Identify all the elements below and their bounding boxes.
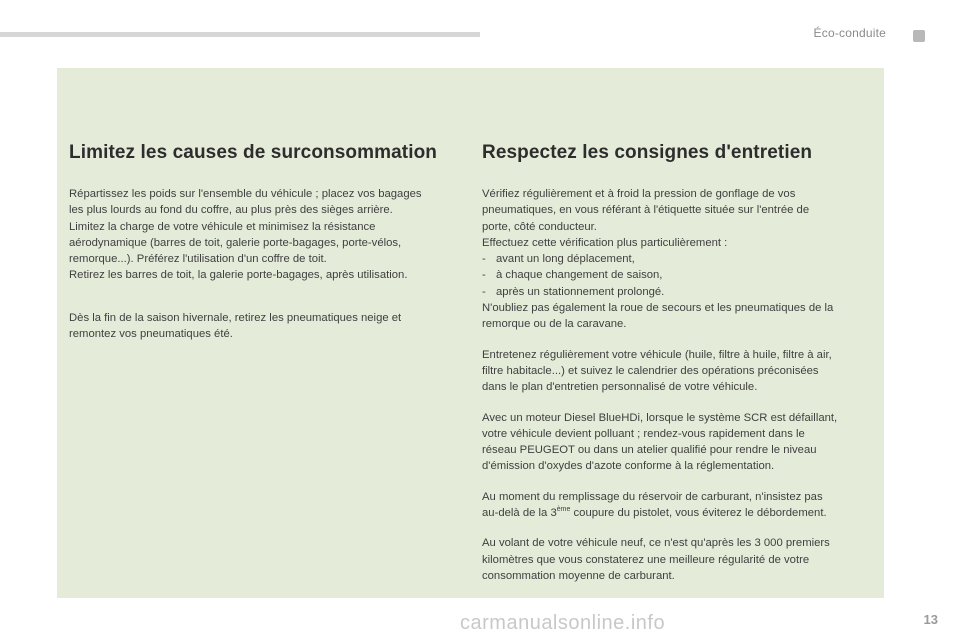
text-line: Dès la fin de la saison hivernale, retirez les pneumatiques neige et <box>69 311 402 324</box>
text-fragment: coupure du pistolet, vous éviterez le débordement. <box>570 507 827 520</box>
text-line: remorque ou de la caravane. <box>482 318 627 331</box>
text-line: remorque...). Préférez l'utilisation d'un coffre de toit. <box>69 253 327 266</box>
header-rule <box>0 32 480 37</box>
text-line: filtre habitacle...) et suivez le calendrier des opérations préconisées <box>482 364 819 377</box>
right-heading: Respectez les consignes d'entretien <box>482 142 813 163</box>
text-line: Au volant de votre véhicule neuf, ce n'est qu'après les 3 000 premiers <box>482 537 830 550</box>
text-line: votre véhicule devient polluant ; rendez-vous rapidement dans le <box>482 427 805 440</box>
section-title: Éco-conduite <box>813 26 886 40</box>
watermark: carmanualsonline.info <box>460 612 666 634</box>
text-line: Au moment du remplissage du réservoir de carburant, n'insistez pas <box>482 490 823 503</box>
text-line: Retirez les barres de toit, la galerie porte-bagages, après utilisation. <box>69 269 408 282</box>
right-paragraph-2 <box>482 347 877 396</box>
corner-tab-mark <box>913 30 925 42</box>
text-line: porte, côté conducteur. <box>482 220 597 233</box>
text-line: d'émission d'oxydes d'azote conforme à la réglementation. <box>482 460 775 473</box>
text-line: réseau PEUGEOT ou dans un atelier qualifié pour rendre le niveau <box>482 444 817 457</box>
text-line: Entretenez régulièrement votre véhicule (huile, filtre à huile, filtre à air, <box>482 348 832 361</box>
text-line: les plus lourds au fond du coffre, au plus près des sièges arrière. <box>69 204 393 217</box>
content-panel <box>57 68 884 598</box>
left-paragraph-2 <box>69 310 461 343</box>
text-line: pneumatiques, en vous référant à l'étiquette située sur l'entrée de <box>482 204 810 217</box>
right-paragraph-5 <box>482 535 877 584</box>
right-paragraph-4 <box>482 489 877 522</box>
text-line: consommation moyenne de carburant. <box>482 569 675 582</box>
left-column <box>69 142 461 356</box>
list-item-text: après un stationnement prolongé. <box>496 285 665 298</box>
superscript: ème <box>556 506 571 514</box>
text-line: aérodynamique (barres de toit, galerie porte-bagages, porte-vélos, <box>69 236 402 249</box>
text-line: remontez vos pneumatiques été. <box>69 328 233 341</box>
text-line: Vérifiez régulièrement et à froid la pression de gonflage de vos <box>482 188 796 200</box>
text-line: kilomètres que vous constaterez une meilleure régularité de votre <box>482 553 810 566</box>
text-line: dans le plan d'entretien personnalisé de votre véhicule. <box>482 381 758 394</box>
list-item: - après un stationnement prolongé. <box>482 285 665 298</box>
text-line: Limitez la charge de votre véhicule et minimisez la résistance <box>69 220 376 233</box>
list-item-text: à chaque changement de saison, <box>496 269 663 282</box>
text-line: Effectuez cette vérification plus particulièrement : <box>482 236 728 249</box>
list-item-text: avant un long déplacement, <box>496 253 635 266</box>
right-paragraph-1 <box>482 186 877 333</box>
text-line: Avec un moteur Diesel BlueHDi, lorsque le système SCR est défaillant, <box>482 411 838 424</box>
left-paragraph-1 <box>69 186 461 284</box>
right-paragraph-3 <box>482 410 877 475</box>
text-line: N'oubliez pas également la roue de secours et les pneumatiques de la <box>482 302 834 315</box>
list-item: - à chaque changement de saison, <box>482 269 663 282</box>
text-fragment: au-delà de la 3 <box>482 507 557 520</box>
text-line: Répartissez les poids sur l'ensemble du véhicule ; placez vos bagages <box>69 188 422 200</box>
page-number: 13 <box>923 612 938 627</box>
list-item: - avant un long déplacement, <box>482 253 635 266</box>
right-column <box>482 142 877 598</box>
left-heading: Limitez les causes de surconsommation <box>69 142 437 163</box>
text-line <box>482 505 877 521</box>
